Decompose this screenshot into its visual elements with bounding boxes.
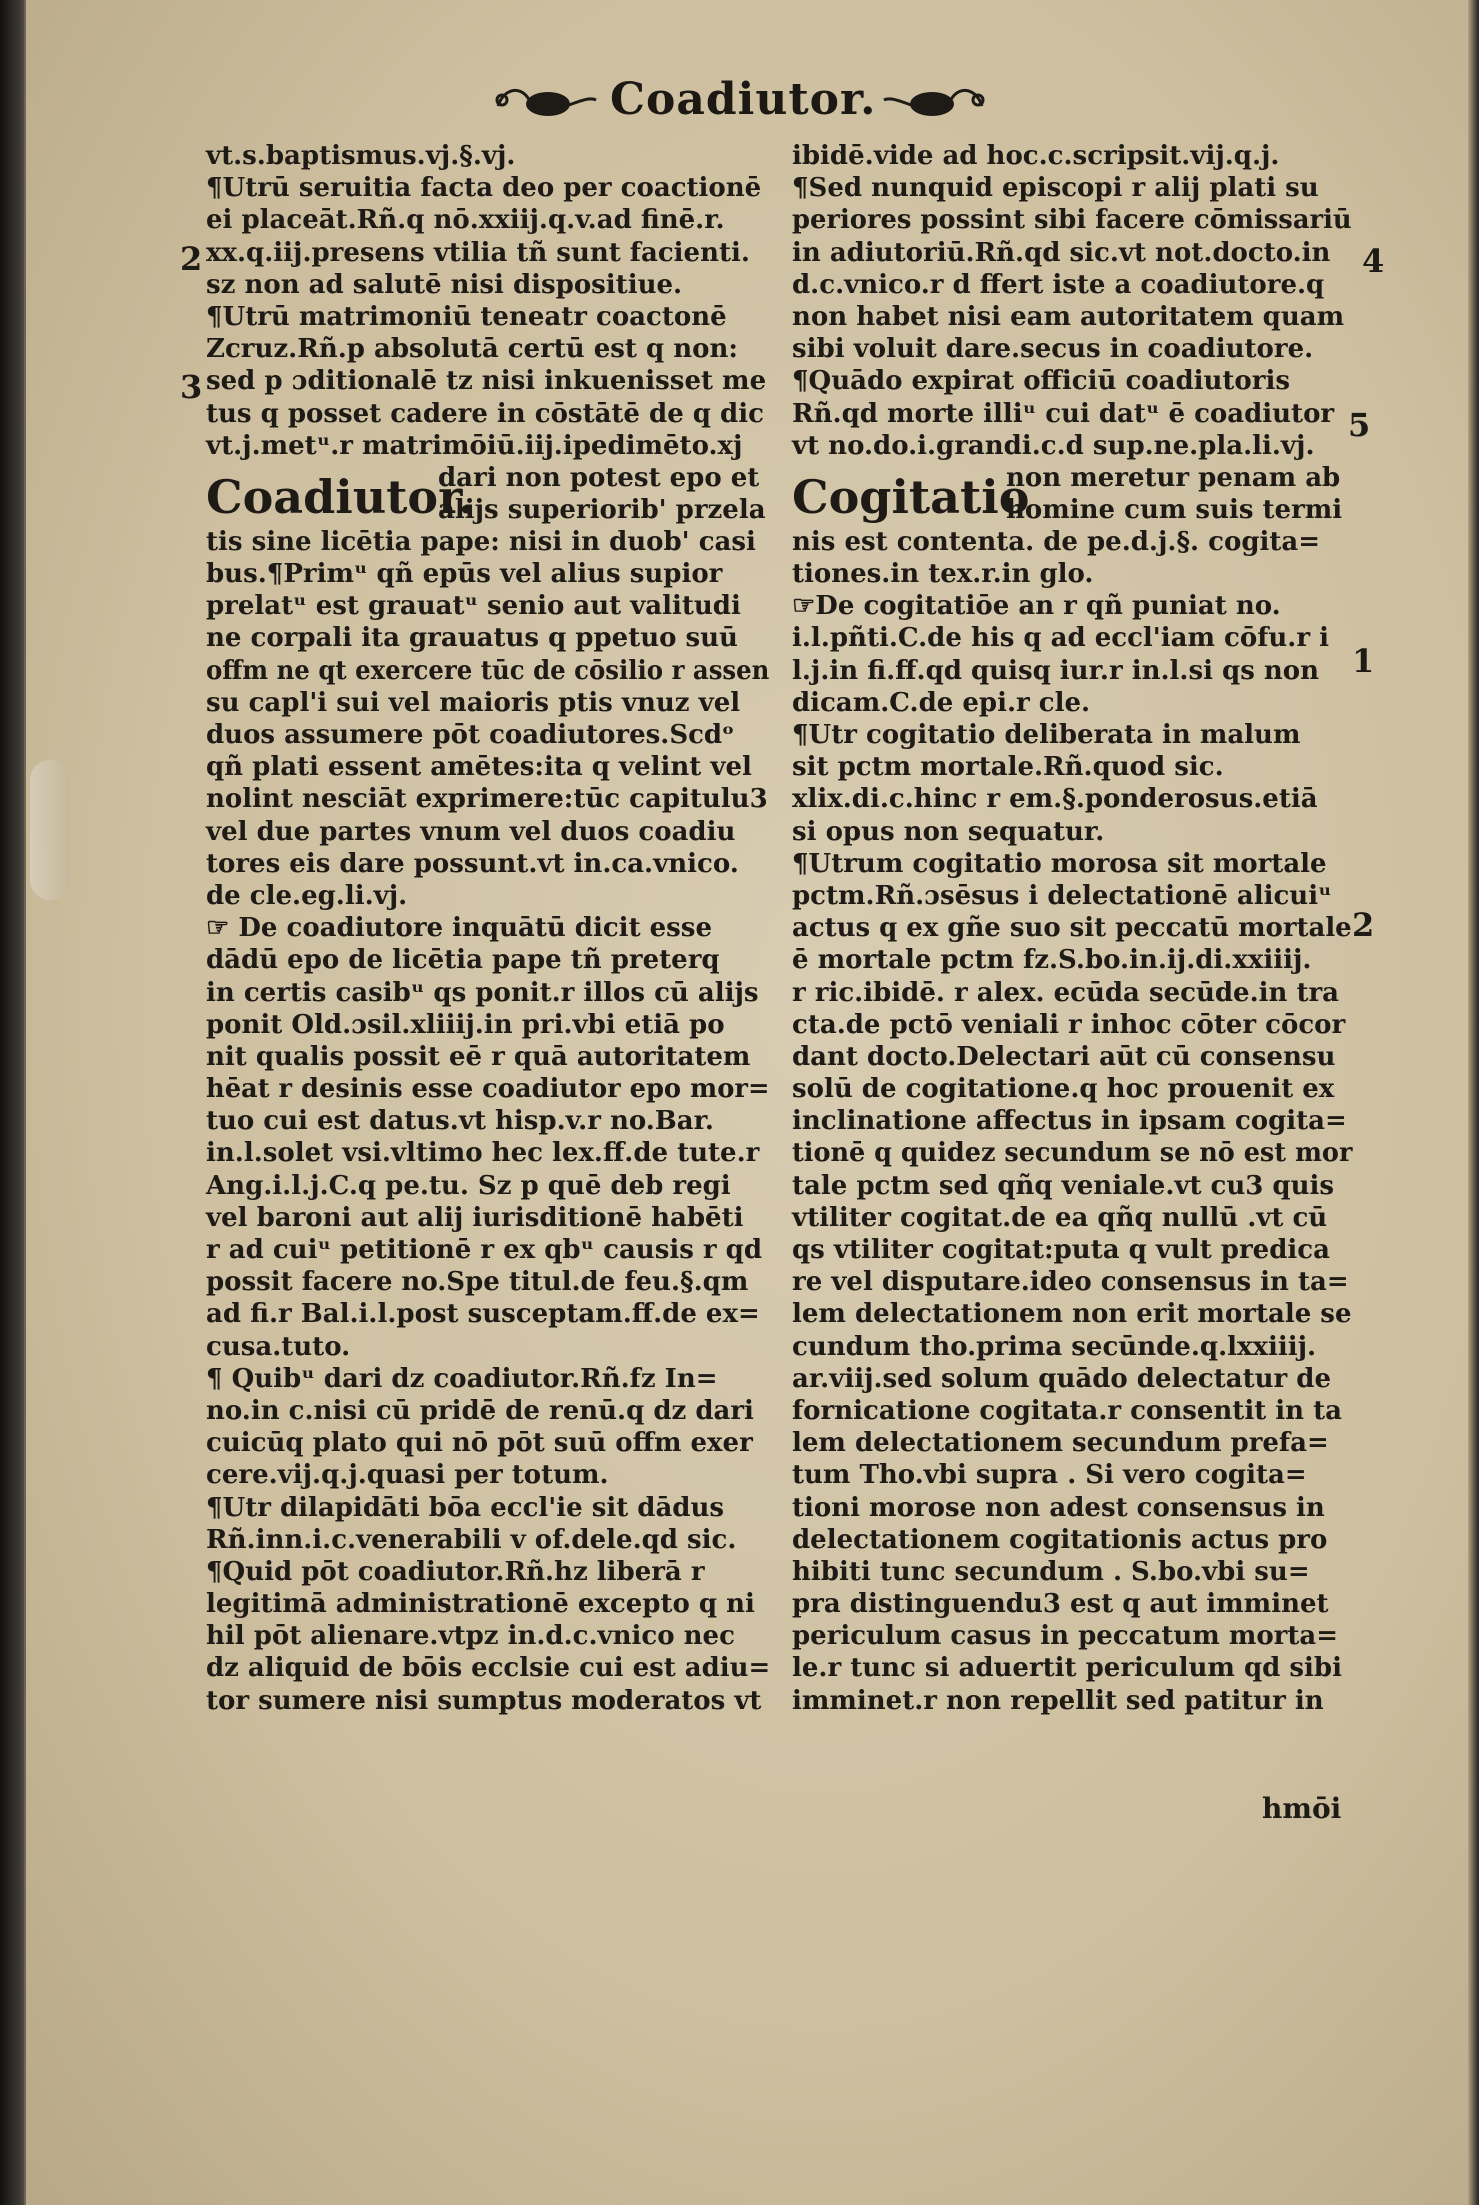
text-line: no.in c.nisi cū pridē de renū.q dz dari	[206, 1395, 754, 1426]
page-header	[460, 68, 1020, 138]
text-line: tor sumere nisi sumptus moderatos vt	[206, 1685, 762, 1716]
text-line: ibidē.vide ad hoc.c.scripsit.vij.q.j.	[792, 141, 1280, 171]
text-line: inclinatione affectus in ipsam cogita=	[792, 1106, 1347, 1137]
entry-heading-cogitatio	[792, 462, 1352, 526]
text-line: ar.viij.sed solum quādo delectatur de	[792, 1363, 1331, 1394]
text-line: possit facere no.Spe titul.de feu.§.qm	[206, 1267, 749, 1298]
text-line: non meretur penam ab	[1006, 462, 1341, 493]
text-line: vt no.do.i.grandi.c.d sup.ne.pla.li.vj.	[792, 430, 1315, 461]
text-line: qs vtiliter cogitat:puta q vult predica	[792, 1235, 1330, 1265]
text-line: vel due partes vnum vel duos coadiu	[206, 816, 736, 847]
text-line: hil pōt alienare.vtpz in.d.c.vnico nec	[206, 1621, 735, 1652]
text-line: ei placeāt.Rñ.q nō.xxiij.q.v.ad finē.r.	[206, 205, 725, 236]
text-line: xx.q.iij.presens vtilia tñ sunt facienti.	[206, 237, 750, 268]
text-line: vtiliter cogitat.de ea qñq nullū .vt cū	[792, 1202, 1328, 1233]
text-line: tiones.in tex.r.in glo.	[792, 559, 1094, 590]
text-line: ¶Utrū seruitia facta deo per coactionē	[206, 173, 762, 204]
left-ornament-icon	[490, 78, 600, 128]
text-line: vt.s.baptismus.vj.§.vj.	[206, 141, 516, 171]
entry-word: Cogitatio	[792, 469, 1030, 524]
text-line: sibi voluit dare.secus in coadiutore.	[792, 334, 1314, 365]
text-line: lem delectationem secundum prefa=	[792, 1428, 1329, 1459]
text-line: su capl'i sui vel maioris ptis vnuz vel	[206, 687, 741, 718]
text-line: ē mortale pctm fz.S.bo.in.ij.di.xxiiij.	[792, 945, 1312, 976]
text-line: tores eis dare possunt.vt in.ca.vnico.	[206, 848, 739, 879]
right-ornament-icon	[880, 78, 990, 128]
text-line: l.j.in fi.ff.qd quisq iur.r in.l.si qs non	[792, 655, 1320, 686]
text-line: duos assumere pōt coadiutores.Scdᵒ	[206, 720, 735, 750]
text-line: tus q posset cadere in cōstātē de q dic	[206, 398, 764, 429]
text-line: dari non potest epo et	[438, 462, 760, 493]
text-line: pra distinguendu3 est q aut imminet	[792, 1589, 1329, 1620]
text-line: hibiti tunc secundum . S.bo.vbi su=	[792, 1556, 1310, 1587]
text-line: ¶Utrū matrimoniū teneatr coactonē	[206, 301, 727, 332]
text-line: delectationem cogitationis actus pro	[792, 1524, 1328, 1555]
text-line: vt.j.metᵘ.r matrimōiū.iij.ipedimēto.xj	[206, 430, 743, 461]
text-line: Zcruz.Rñ.p absolutā certū est q non:	[206, 334, 738, 365]
margin-number: 5	[1348, 406, 1371, 444]
text-line: le.r tunc si aduertit periculum qd sibi	[792, 1653, 1342, 1684]
text-line: de cle.eg.li.vj.	[206, 880, 408, 911]
text-line: ¶Sed nunquid episcopi r alij plati su	[792, 173, 1319, 204]
entry-heading-rest	[438, 462, 766, 526]
entry-word: Coadiutor.	[206, 469, 475, 524]
text-line: homine cum suis termi	[1006, 494, 1343, 525]
text-line: ¶ Quibᵘ dari dz coadiutor.Rñ.fz In=	[206, 1363, 718, 1394]
text-line: in.l.solet vsi.vltimo hec lex.ff.de tute.r	[206, 1138, 760, 1169]
margin-number: 1	[1352, 642, 1375, 680]
text-line: tionē q quidez secundum se nō est mor	[792, 1138, 1353, 1169]
text-line: dz aliquid de bōis ecclsie cui est adiu=	[206, 1653, 771, 1684]
entry-heading-rest	[1006, 462, 1342, 526]
text-line: si opus non sequatur.	[792, 816, 1105, 847]
text-line: dant docto.Delectari aūt cū consensu	[792, 1041, 1336, 1072]
text-line: legitimā administrationē excepto q ni	[206, 1589, 755, 1620]
text-line: ¶Utr cogitatio deliberata in malum	[792, 720, 1301, 750]
text-line: alijs superiorib' przela	[438, 494, 766, 525]
binding-thread	[30, 760, 70, 900]
margin-number: 2	[180, 240, 203, 278]
text-line: i.l.pñti.C.de his q ad eccl'iam cōfu.r i	[792, 623, 1329, 654]
text-line: Rñ.inn.i.c.venerabili v of.dele.qd sic.	[206, 1524, 737, 1555]
text-line: ☞ De coadiutore inquātū dicit esse	[206, 913, 712, 944]
margin-number: 2	[1352, 906, 1375, 944]
text-line: ¶Utrum cogitatio morosa sit mortale	[792, 848, 1327, 879]
margin-number: 4	[1362, 242, 1385, 280]
text-line: sz non ad salutē nisi dispositiue.	[206, 269, 683, 300]
text-line: Ang.i.l.j.C.q pe.tu. Sz p quē deb regi	[206, 1170, 731, 1201]
text-line: r ric.ibidē. r alex. ecūda secūde.in tra	[792, 977, 1340, 1008]
text-line: periculum casus in peccatum morta=	[792, 1621, 1339, 1652]
left-column	[206, 140, 770, 1717]
text-line: in certis casibᵘ qs ponit.r illos cū alijs	[206, 977, 759, 1008]
text-line: bus.¶Primᵘ qñ epūs vel alius supior	[206, 559, 723, 590]
text-line: non habet nisi eam autoritatem quam	[792, 301, 1345, 332]
text-line: tum Tho.vbi supra . Si vero cogita=	[792, 1460, 1307, 1491]
text-line: tuo cui est datus.vt hisp.v.r no.Bar.	[206, 1106, 714, 1137]
text-line: ponit Old.ɔsil.xliiij.in pri.vbi etiā po	[206, 1009, 725, 1040]
text-line: r ad cuiᵘ petitionē r ex qbᵘ causis r qd	[206, 1235, 763, 1265]
text-line: d.c.vnico.r d ffert iste a coadiutore.q	[792, 269, 1325, 300]
running-title: Coadiutor.	[610, 74, 877, 125]
text-line: re vel disputare.ideo consensus in ta=	[792, 1267, 1349, 1298]
text-line: sit pctm mortale.Rñ.quod sic.	[792, 752, 1224, 783]
right-column	[792, 140, 1352, 1717]
text-line: cta.de pctō veniali r inhoc cōter cōcor	[792, 1009, 1346, 1040]
text-line: tale pctm sed qñq veniale.vt cu3 quis	[792, 1170, 1335, 1201]
text-line: pctm.Rñ.ɔsēsus i delectationē alicuiᵘ	[792, 880, 1332, 911]
text-line: offm ne qt exercere tūc de cōsilio r assen	[206, 655, 770, 686]
text-line: cere.vij.q.j.quasi per totum.	[206, 1460, 609, 1491]
text-line: cundum tho.prima secūnde.q.lxxiiij.	[792, 1331, 1317, 1362]
text-line: ne corpali ita grauatus q ppetuo suū	[206, 623, 738, 654]
text-line: cusa.tuto.	[206, 1331, 351, 1362]
text-line: ad fi.r Bal.i.l.post susceptam.ff.de ex=	[206, 1299, 760, 1330]
text-line: fornicatione cogitata.r consentit in ta	[792, 1395, 1342, 1426]
text-line: nis est contenta. de pe.d.j.§. cogita=	[792, 526, 1321, 557]
text-line: ¶Quādo expirat officiū coadiutoris	[792, 366, 1290, 397]
text-line: solū de cogitatione.q hoc prouenit ex	[792, 1074, 1335, 1105]
page-edge	[1468, 0, 1478, 2205]
text-line: qñ plati essent amētes:ita q velint vel	[206, 752, 752, 783]
text-line: imminet.r non repellit sed patitur in	[792, 1685, 1324, 1716]
text-line: actus q ex gñe suo sit peccatū mortale	[792, 913, 1352, 944]
text-line: ☞De cogitatiōe an r qñ puniat no.	[792, 591, 1281, 622]
text-line: periores possint sibi facere cōmissariū	[792, 205, 1352, 236]
text-line: lem delectationem non erit mortale se	[792, 1299, 1352, 1330]
margin-number: 3	[180, 368, 203, 406]
text-line: cuicūq plato qui nō pōt suū offm exer	[206, 1428, 753, 1459]
text-line: nit qualis possit eē r quā autoritatem	[206, 1041, 751, 1072]
text-line: ¶Quid pōt coadiutor.Rñ.hz liberā r	[206, 1556, 705, 1587]
text-line: xlix.di.c.hinc r em.§.ponderosus.etiā	[792, 784, 1318, 815]
text-line: prelatᵘ est grauatᵘ senio aut valitudi	[206, 591, 741, 622]
text-line: nolint nesciāt exprimere:tūc capitulu3	[206, 784, 768, 815]
catchword: hmōi	[1262, 1792, 1342, 1825]
text-line: sed p ɔditionalē tz nisi inkuenisset me	[206, 366, 767, 397]
text-line: tis sine licētia pape: nisi in duob' casi	[206, 526, 756, 557]
text-line: vel baroni aut alij iurisditionē habēti	[206, 1202, 744, 1233]
text-line: hēat r desinis esse coadiutor epo mor=	[206, 1074, 770, 1105]
text-line: dicam.C.de epi.r cle.	[792, 687, 1091, 718]
text-line: ¶Utr dilapidāti bōa eccl'ie sit dādus	[206, 1492, 725, 1523]
entry-heading-coadiutor	[206, 462, 770, 526]
text-line: Rñ.qd morte illiᵘ cui datᵘ ē coadiutor	[792, 398, 1335, 429]
text-line: tioni morose non adest consensus in	[792, 1492, 1325, 1523]
text-line: in adiutoriū.Rñ.qd sic.vt not.docto.in	[792, 237, 1331, 268]
text-line: dādū epo de licētia pape tñ preterq	[206, 945, 720, 976]
